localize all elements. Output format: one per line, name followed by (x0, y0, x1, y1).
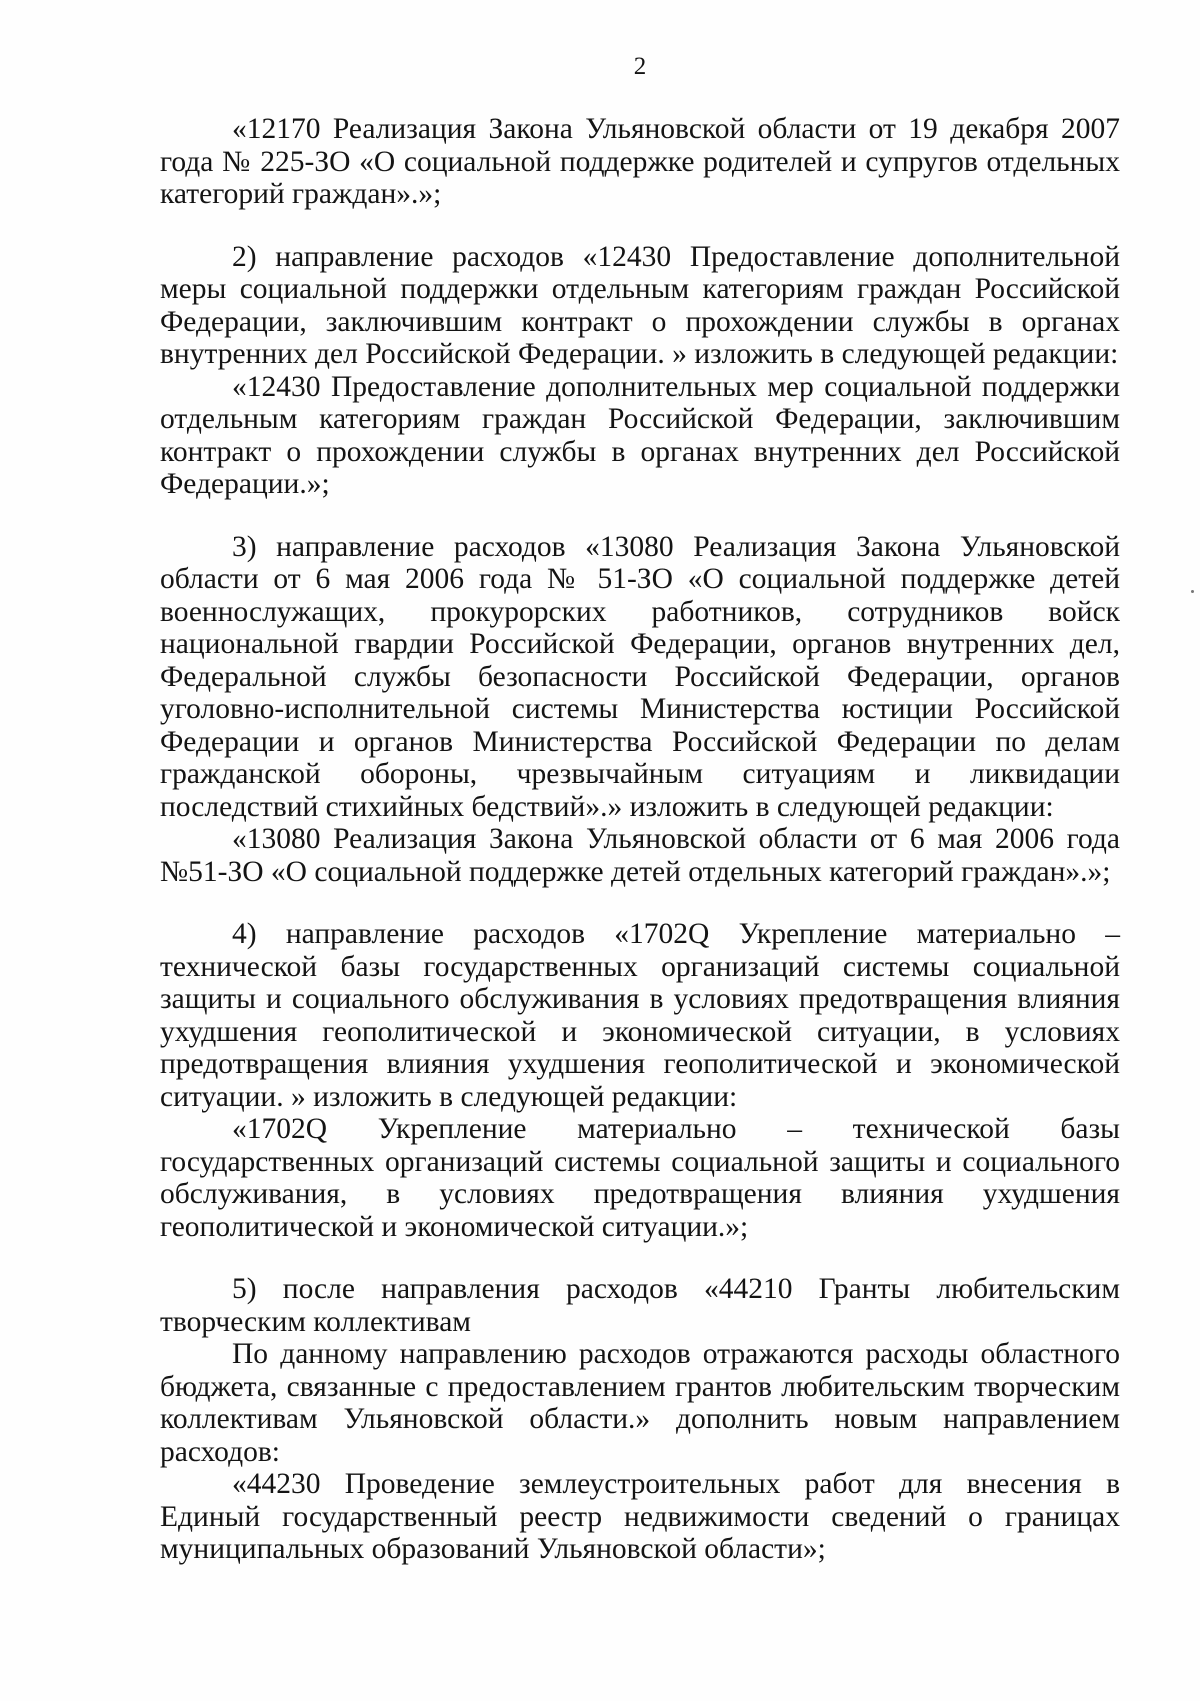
scan-dot (1191, 590, 1194, 593)
paragraph-12170: «12170 Реализация Закона Ульяновской области от 19 декабря 2007 года № 225-ЗО «О социальной поддержке родителей и супругов отдельных категорий граждан».»; (160, 113, 1120, 210)
paragraph-item-2: 2) направление расходов «12430 Предоставление дополнительной меры социальной поддержки отдельным категориям граждан Российской Федерации, заключившим контракт о прохождении службы в органах внутренних дел Российской Федерации. » изложить в следующей редакции: (160, 240, 1120, 370)
paragraph-44210-description: По данному направлению расходов отражаются расходы областного бюджета, связанные с предоставлением грантов любительским творческим коллективам Ульяновской области.» дополнить новым направлением расходов: (160, 1338, 1120, 1468)
paragraph-item-5: 5) после направления расходов «44210 Гранты любительским творческим коллективам (160, 1273, 1120, 1338)
paragraph-item-3: 3) направление расходов «13080 Реализация Закона Ульяновской области от 6 мая 2006 года № 51-ЗО «О социальной поддержке детей военнослужащих, прокурорских работников, сотрудников войск национальной гвардии Российской Федерации, органов внутренних дел, Федеральной службы безопасности Российской Федерации, органов уголовно-исполнительной системы Министерства юстиции Российской Федерации и органов Министерства Российской Федерации по делам гражданской обороны, чрезвычайным ситуациям и ликвидации последствий стихийных бедствий».» изложить в следующей редакции: (160, 530, 1120, 823)
paragraph-44230-new: «44230 Проведение землеустроительных работ для внесения в Единый государственный реестр недвижимости сведений о границах муниципальных образований Ульяновской области»; (160, 1468, 1120, 1565)
document-body (160, 113, 1120, 1566)
paragraph-item-4: 4) направление расходов «1702Q Укрепление материально – технической базы государственных организаций системы социальной защиты и социального обслуживания в условиях предотвращения влияния ухудшения геополитической и экономической ситуации, в условиях предотвращения влияния ухудшения геополитической и экономической ситуации. » изложить в следующей редакции: (160, 918, 1120, 1113)
paragraph-12430-new: «12430 Предоставление дополнительных мер социальной поддержки отдельным категориям граждан Российской Федерации, заключившим контракт о прохождении службы в органах внутренних дел Российской Федерации.»; (160, 370, 1120, 500)
paragraph-13080-new: «13080 Реализация Закона Ульяновской области от 6 мая 2006 года №51-ЗО «О социальной поддержке детей отдельных категорий граждан».»; (160, 823, 1120, 888)
page-number: 2 (633, 53, 647, 80)
paragraph-1702q-new: «1702Q Укрепление материально – технической базы государственных организаций системы социальной защиты и социального обслуживания, в условиях предотвращения влияния ухудшения геополитической и экономической ситуации.»; (160, 1113, 1120, 1243)
